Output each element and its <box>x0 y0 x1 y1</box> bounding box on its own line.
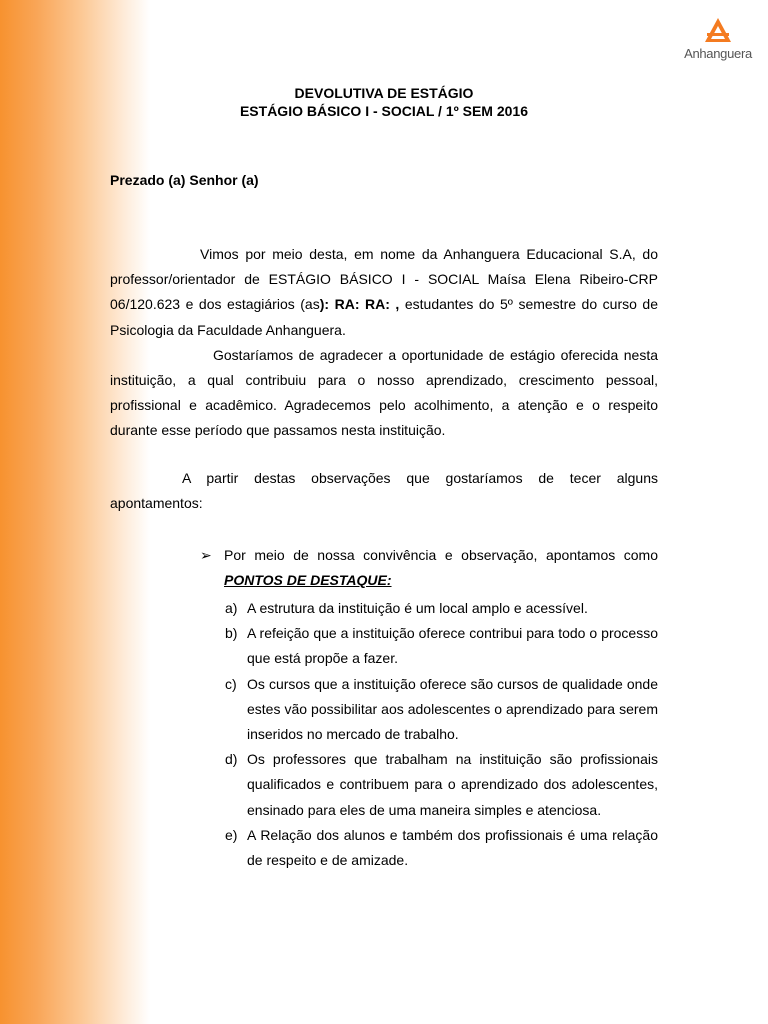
list-item-label: c) <box>225 675 237 692</box>
list-item-text: Os professores que trabalham na instituição são profissionais qualificados e contribuem para o aprendizado dos adolescentes, ensinado para eles de uma maneira simples e atenciosa. <box>247 751 658 818</box>
paragraph-observations <box>110 466 658 516</box>
list-item <box>225 823 658 873</box>
arrow-bullet-icon: ➢ <box>200 547 212 563</box>
paragraph-thanks: Gostaríamos de agradecer a oportunidade de estágio oferecida nesta instituição, a qual contribuiu para o nosso aprendizado, crescimento pessoal, profissional e acadêmico. Agradecemos pelo acolhimento, a atenção e o respeito durante esse período que passamos nesta instituição. <box>110 346 658 439</box>
list-item <box>225 747 658 823</box>
highlights-list <box>225 596 658 873</box>
list-item-text: A estrutura da instituição é um local amplo e acessível. <box>247 600 588 616</box>
list-item-text: A Relação dos alunos e também dos profissionais é uma relação de respeito e de amizade. <box>247 826 658 869</box>
title-line-1: DEVOLUTIVA DE ESTÁGIO <box>294 85 474 101</box>
bullet-text: Por meio de nossa convivência e observação, apontamos como <box>224 547 658 563</box>
paragraph-intro-part2: estudantes do 5º semestre do curso de Psicologia da Faculdade Anhanguera. <box>110 296 658 338</box>
paragraph-intro-part1: Vimos por meio desta, em nome da Anhanguera Educacional S.A, do professor/orientador de ESTÁGIO BÁSICO I - SOCIAL Maísa Elena Ribeiro-CRP 06/120.623 e dos estagiários (as <box>110 246 658 313</box>
paragraph-intro-bold: ): RA: RA: , <box>319 296 400 313</box>
list-item-label: a) <box>225 600 238 616</box>
list-item-label: e) <box>225 826 238 843</box>
list-item-text: Os cursos que a instituição oferece são cursos de qualidade onde estes vão possibilitar aos adolescentes o aprendizado para serem inseridos no mercado de trabalho. <box>247 675 658 743</box>
logo-text: Anhanguera <box>684 46 752 61</box>
paragraph-observations-text: A partir destas observações que gostaríamos de tecer alguns apontamentos: <box>110 470 658 512</box>
bullet-highlight: PONTOS DE DESTAQUE: <box>224 572 392 589</box>
list-item <box>225 621 658 671</box>
bullet-highlights <box>202 543 658 593</box>
list-item-label: b) <box>225 625 238 642</box>
anhanguera-logo <box>680 16 756 66</box>
title-line-2: ESTÁGIO BÁSICO I - SOCIAL / 1º SEM 2016 <box>239 103 529 119</box>
paragraph-intro <box>110 242 658 444</box>
list-item-text: A refeição que a instituição oferece contribui para todo o processo que está propõe a fazer. <box>247 625 658 667</box>
logo-mark-icon <box>703 16 733 44</box>
document-title <box>110 84 658 120</box>
list-item-label: d) <box>225 751 238 768</box>
document-body <box>110 84 658 869</box>
list-item <box>225 596 658 621</box>
greeting: Prezado (a) Senhor (a) <box>110 172 259 188</box>
list-item <box>225 672 658 748</box>
